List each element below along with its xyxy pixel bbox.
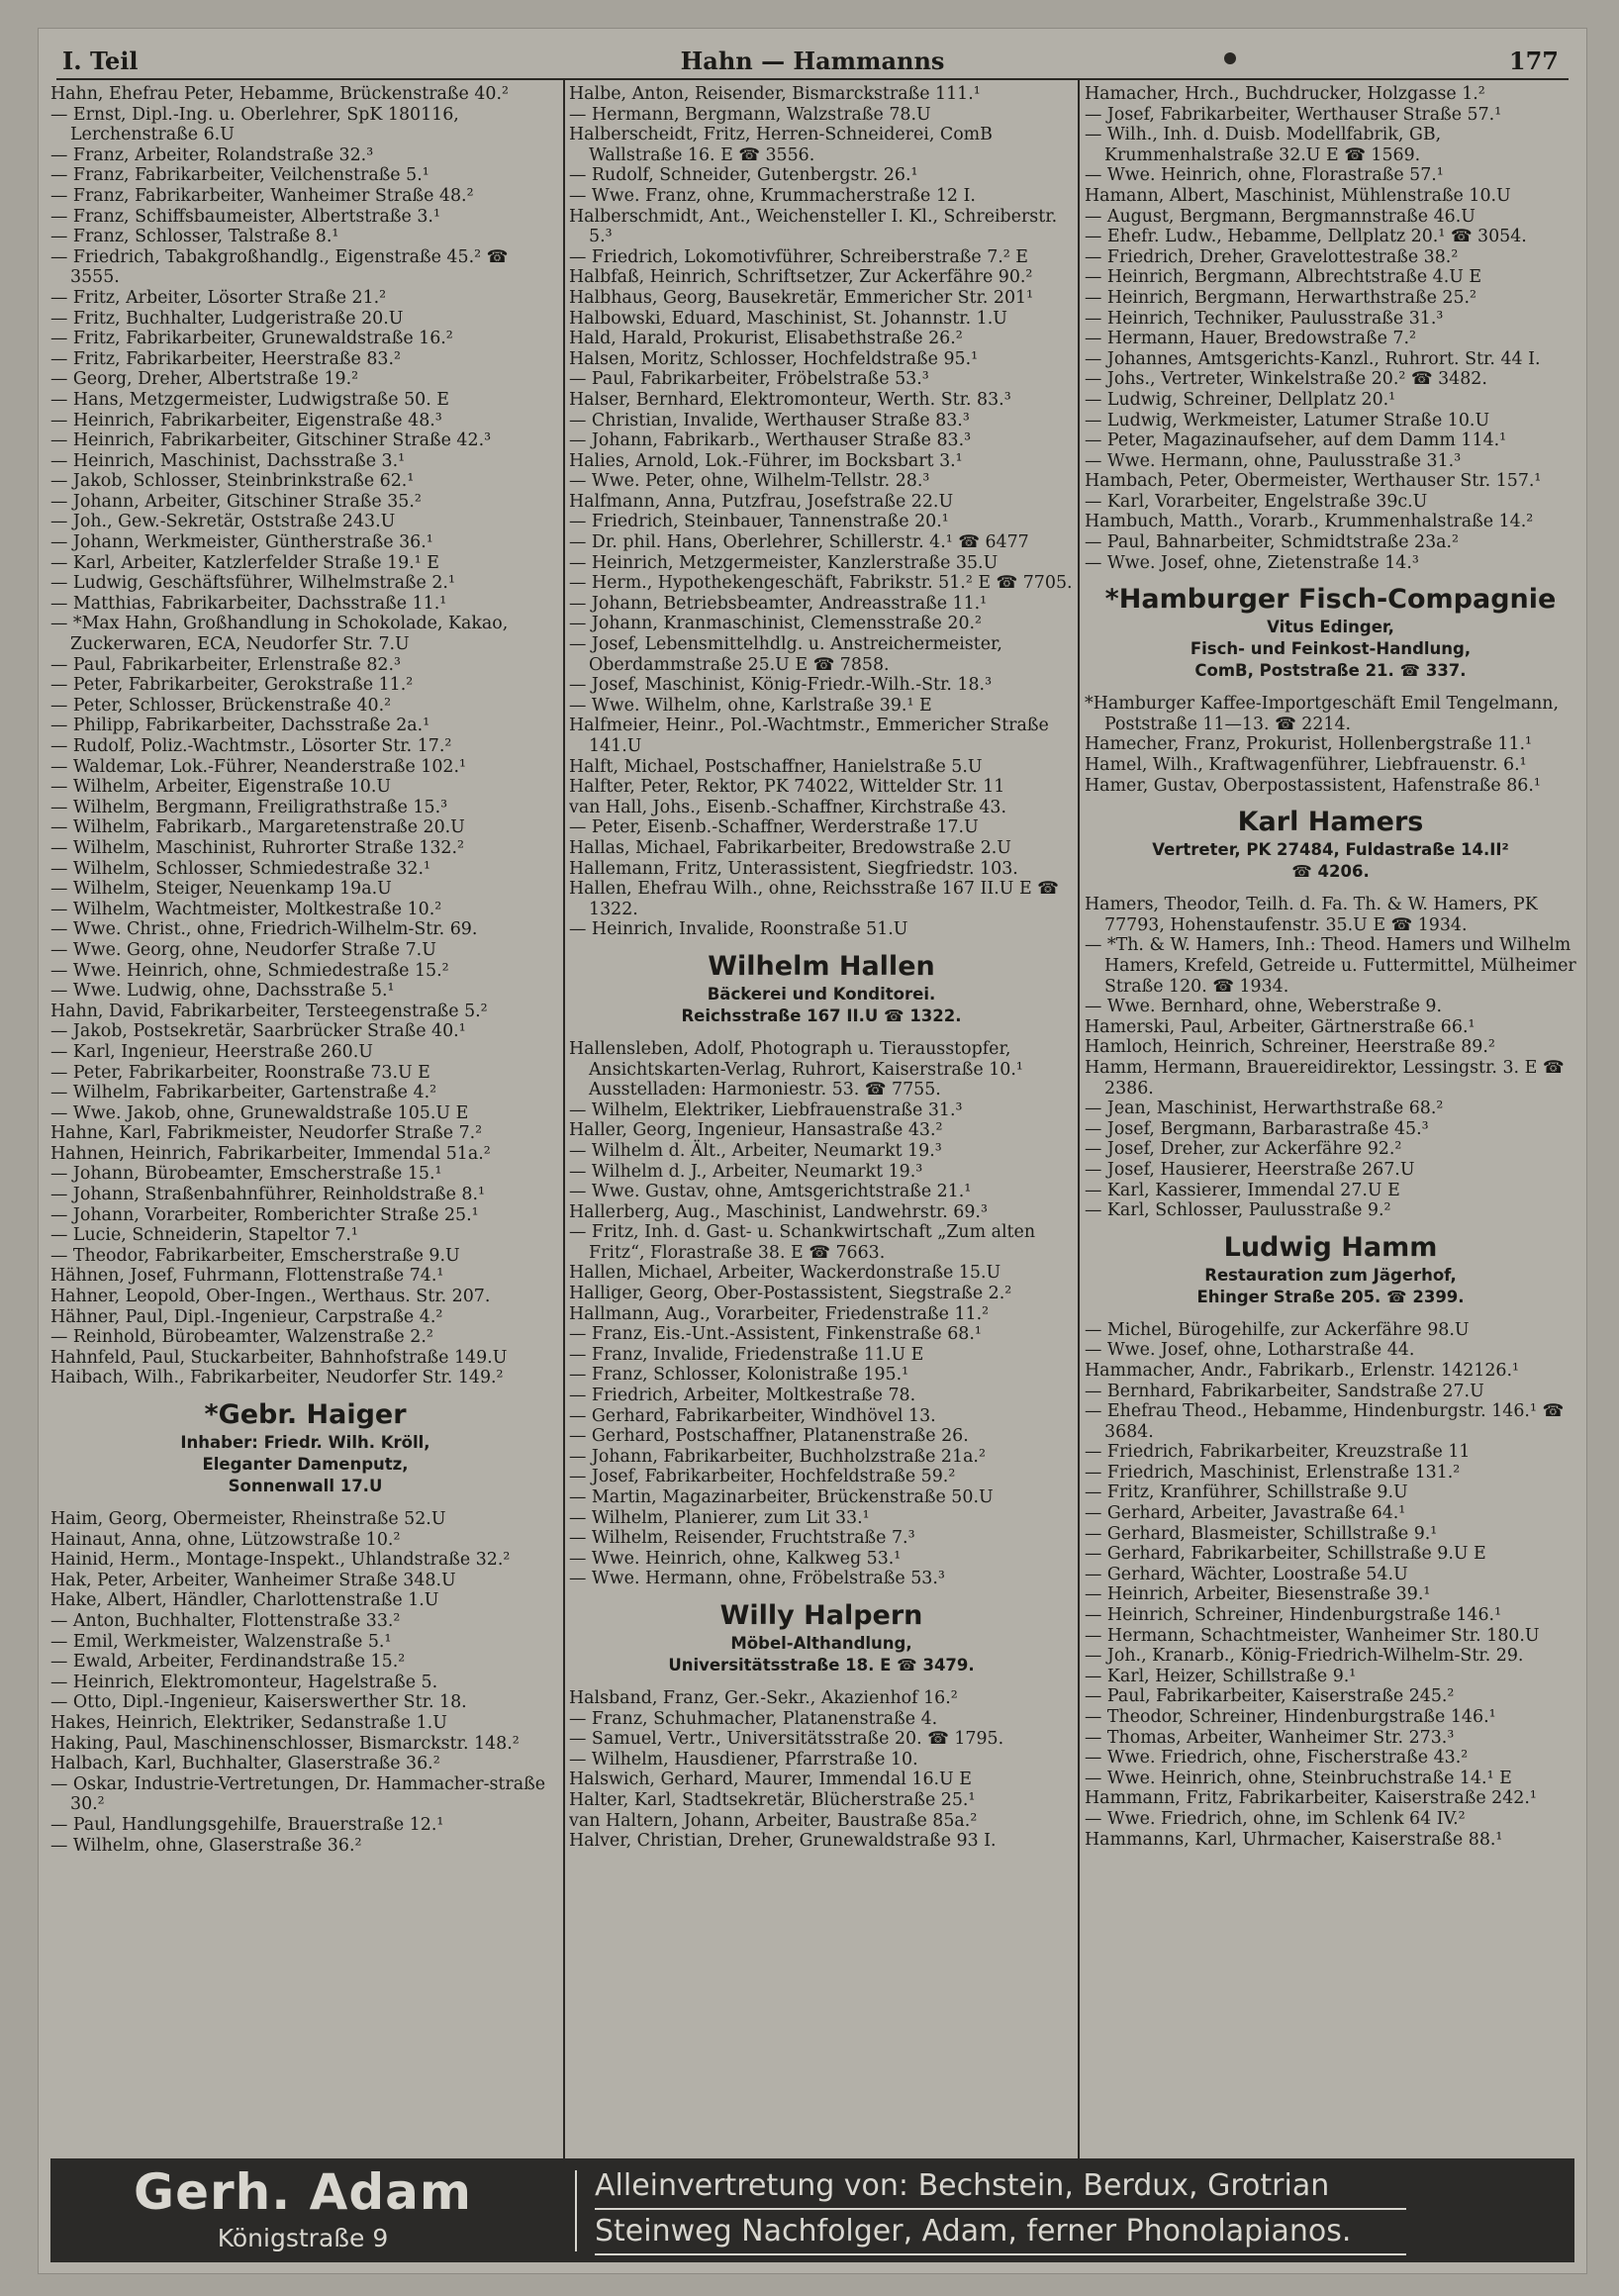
ad-line: Eleganter Damenputz, — [202, 1455, 409, 1474]
banner-line-1: Alleinvertretung von: Bechstein, Berdux, Grotrian — [595, 2164, 1406, 2210]
directory-entry: — Karl, Schlosser, Paulusstraße 9.² — [1085, 1200, 1391, 1221]
directory-entry: Halfmann, Anna, Putzfrau, Josefstraße 22.U — [569, 491, 954, 512]
banner-text — [595, 2164, 1565, 2255]
directory-entry: — Philipp, Fabrikarbeiter, Dachsstraße 2a.¹ — [50, 716, 430, 736]
ad-line: Reichsstraße 167 II.U ☎ 1322. — [681, 1005, 962, 1025]
directory-entry: — Fritz, Buchhalter, Ludgeristraße 20.U — [50, 308, 404, 329]
directory-entry: Hahnfeld, Paul, Stuckarbeiter, Bahnhofstraße 149.U — [50, 1347, 508, 1368]
directory-entry: — Ludwig, Geschäftsführer, Wilhelmstraße 2.¹ — [50, 573, 455, 594]
directory-entry: — Georg, Dreher, Albertstraße 19.² — [50, 369, 359, 390]
directory-entry: — Friedrich, Fabrikarbeiter, Kreuzstraße 11 — [1085, 1442, 1471, 1463]
entry-list — [569, 84, 1074, 940]
directory-entry: — Wwe. Christ., ohne, Friedrich-Wilhelm-Str. 69. — [50, 919, 478, 940]
directory-entry: — Heinrich, Bergmann, Albrechtstraße 4.U E — [1085, 267, 1482, 288]
entry-list — [1085, 895, 1576, 1221]
column-1 — [50, 84, 560, 2158]
directory-entry: — Wwe. Heinrich, ohne, Florastraße 57.¹ — [1085, 165, 1444, 186]
column-3 — [1085, 84, 1576, 2158]
directory-entry: Hamacher, Hrch., Buchdrucker, Holzgasse 1.² — [1085, 84, 1485, 104]
directory-entry: — Friedrich, Tabakgroßhandlg., Eigenstraße 45.² ☎ 3555. — [50, 246, 509, 288]
directory-entry: Halser, Bernhard, Elektromonteur, Werth. Str. 83.³ — [569, 389, 1011, 410]
directory-entry: Hald, Harald, Prokurist, Elisabethstraße 26.² — [569, 329, 963, 349]
entry-list — [50, 84, 560, 1388]
directory-entry: — Heinrich, Fabrikarbeiter, Eigenstraße 48.³ — [50, 410, 442, 430]
directory-entry: — Michel, Bürogehilfe, zur Ackerfähre 98.U — [1085, 1319, 1470, 1340]
directory-entry: — Josef, Bergmann, Barbarastraße 45.³ — [1085, 1118, 1429, 1139]
advertisement-banner — [50, 2158, 1574, 2262]
directory-entry: — Wilhelm, Planierer, zum Lit 33.¹ — [569, 1507, 870, 1528]
ad-line: Fisch- und Feinkost-Handlung, — [1190, 639, 1472, 659]
directory-entry: Halberscheidt, Fritz, Herren-Schneiderei, ComB Wallstraße 16. E ☎ 3556. — [569, 125, 993, 165]
directory-entry: — Heinrich, Maschinist, Dachsstraße 3.¹ — [50, 450, 406, 471]
directory-entry: — Karl, Vorarbeiter, Engelstraße 39c.U — [1085, 491, 1428, 512]
entry-list — [1085, 84, 1576, 573]
directory-entry: — Gerhard, Blasmeister, Schillstraße 9.¹ — [1085, 1523, 1438, 1544]
directory-entry: — Johann, Straßenbahnführer, Reinholdstraße 8.¹ — [50, 1185, 485, 1205]
directory-entry: — Josef, Dreher, zur Ackerfähre 92.² — [1085, 1139, 1402, 1160]
directory-entry: — Franz, Schlosser, Talstraße 8.¹ — [50, 227, 339, 247]
directory-entry: — Fritz, Kranführer, Schillstraße 9.U — [1085, 1483, 1408, 1503]
directory-entry: Hamecher, Franz, Prokurist, Hollenbergstraße 11.¹ — [1085, 734, 1533, 755]
directory-entry: — Fritz, Inh. d. Gast- u. Schankwirtschaft „Zum alten Fritz“, Florastraße 38. E ☎ 7663. — [569, 1222, 1036, 1263]
column-2 — [569, 84, 1074, 2158]
directory-entry: — Wwe. Bernhard, ohne, Weberstraße 9. — [1085, 997, 1443, 1017]
directory-entry: Halbe, Anton, Reisender, Bismarckstraße 111.¹ — [569, 84, 981, 104]
directory-entry: Hahner, Leopold, Ober-Ingen., Werthaus. Str. 207. — [50, 1287, 491, 1307]
directory-entry: — Hermann, Bergmann, Walzstraße 78.U — [569, 104, 931, 125]
directory-entry: Hamloch, Heinrich, Schreiner, Heerstraße 89.² — [1085, 1037, 1495, 1058]
directory-entry: Halies, Arnold, Lok.-Führer, im Bocksbart 3.¹ — [569, 450, 963, 471]
directory-entry: — Wwe. Franz, ohne, Krummacherstraße 12 I. — [569, 185, 976, 206]
directory-entry: — Christian, Invalide, Werthauser Straße 83.³ — [569, 410, 970, 430]
directory-entry: Halberschmidt, Ant., Weichensteller I. Kl., Schreiberstr. 5.³ — [569, 206, 1058, 247]
directory-entry: Halfter, Peter, Rektor, PK 74022, Wittelder Str. 11 — [569, 777, 1005, 798]
directory-entry: Hainaut, Anna, ohne, Lützowstraße 10.² — [50, 1529, 401, 1550]
directory-entry: — Jean, Maschinist, Herwarthstraße 68.² — [1085, 1099, 1444, 1119]
directory-entry: — Wwe. Peter, ohne, Wilhelm-Tellstr. 28.³ — [569, 471, 930, 492]
directory-entry: — Franz, Invalide, Friedenstraße 11.U E — [569, 1344, 924, 1365]
directory-entry: — Hermann, Hauer, Bredowstraße 7.² — [1085, 329, 1416, 349]
directory-entry: — *Th. & W. Hamers, Inh.: Theod. Hamers und Wilhelm Hamers, Krefeld, Getreide u. Futtermittel, Mülheimer Straße 120. ☎ 1934. — [1085, 935, 1576, 997]
directory-entry: — Waldemar, Lok.-Führer, Neanderstraße 102.¹ — [50, 756, 466, 777]
directory-entry: Halbfaß, Heinrich, Schriftsetzer, Zur Ackerfähre 90.² — [569, 267, 1033, 288]
directory-entry: — Friedrich, Dreher, Gravelottestraße 38.² — [1085, 246, 1459, 267]
banner-divider — [575, 2170, 577, 2251]
directory-entry: — Paul, Handlungsgehilfe, Brauerstraße 12.¹ — [50, 1814, 444, 1835]
directory-entry: — Ewald, Arbeiter, Ferdinandstraße 15.² — [50, 1652, 406, 1673]
directory-entry: — Samuel, Vertr., Universitätsstraße 20. ☎ 1795. — [569, 1729, 1004, 1750]
directory-entry: — Wilhelm, Steiger, Neuenkamp 19a.U — [50, 879, 392, 900]
directory-entry: — Franz, Schlosser, Kolonistraße 195.¹ — [569, 1365, 909, 1386]
directory-entry: Hamerski, Paul, Arbeiter, Gärtnerstraße 66.¹ — [1085, 1016, 1476, 1037]
directory-entry: — Oskar, Industrie-Vertretungen, Dr. Hammacher-straße 30.² — [50, 1773, 545, 1815]
ad-willy-halpern — [569, 1599, 1074, 1676]
directory-entry: — August, Bergmann, Bergmannstraße 46.U — [1085, 206, 1476, 227]
directory-entry: — Wwe. Hermann, ohne, Paulusstraße 31.³ — [1085, 450, 1462, 471]
directory-entry: Hake, Albert, Händler, Charlottenstraße 1.U — [50, 1590, 439, 1611]
directory-entry: — Karl, Kassierer, Immendal 27.U E — [1085, 1180, 1400, 1200]
directory-entry: Hallmann, Aug., Vorarbeiter, Friedenstraße 11.² — [569, 1303, 990, 1324]
ad-line: Inhaber: Friedr. Wilh. Kröll, — [180, 1433, 430, 1452]
directory-entry: — Anton, Buchhalter, Flottenstraße 33.² — [50, 1610, 401, 1631]
ad-title: Willy Halpern — [719, 1599, 923, 1631]
directory-entry: Hallemann, Fritz, Unterassistent, Siegfriedstr. 103. — [569, 858, 1018, 879]
directory-entry: — Gerhard, Postschaffner, Platanenstraße 26. — [569, 1426, 969, 1447]
ad-title: *Gebr. Haiger — [204, 1399, 407, 1430]
directory-entry: — Fritz, Arbeiter, Lösorter Straße 21.² — [50, 287, 387, 308]
banner-name: Gerh. Adam — [134, 2163, 472, 2221]
directory-entry: — Heinrich, Bergmann, Herwarthstraße 25.² — [1085, 287, 1477, 308]
directory-entry: — Ehefrau Theod., Hebamme, Hindenburgstr. 146.¹ ☎ 3684. — [1085, 1401, 1565, 1442]
ad-title: *Hamburger Fisch-Compagnie — [1104, 584, 1557, 616]
directory-entry: — Johann, Fabrikarbeiter, Buchholzstraße 21a.² — [569, 1446, 986, 1467]
directory-entry: van Haltern, Johann, Arbeiter, Baustraße 85a.² — [569, 1810, 978, 1831]
directory-entry: Halbowski, Eduard, Maschinist, St. Johannstr. 1.U — [569, 308, 1007, 329]
directory-entry: — Gerhard, Fabrikarbeiter, Windhövel 13. — [569, 1405, 936, 1426]
directory-entry: Hainid, Herm., Montage-Inspekt., Uhlandstraße 32.² — [50, 1550, 511, 1571]
directory-entry: Hahn, Ehefrau Peter, Hebamme, Brückenstraße 40.² — [50, 84, 509, 104]
directory-entry: — Wwe. Friedrich, ohne, im Schlenk 64 IV.² — [1085, 1808, 1466, 1829]
ad-title: Karl Hamers — [1237, 807, 1424, 838]
directory-entry: *Hamburger Kaffee-Importgeschäft Emil Tengelmann, Poststraße 11—13. ☎ 2214. — [1085, 694, 1560, 734]
directory-entry: — Wilhelm, Maschinist, Ruhrorter Straße 132.² — [50, 837, 464, 858]
directory-entry: — Franz, Fabrikarbeiter, Wanheimer Straße 48.² — [50, 185, 474, 206]
directory-entry: Hammanns, Karl, Uhrmacher, Kaiserstraße 88.¹ — [1085, 1829, 1503, 1850]
directory-entry: Hallas, Michael, Fabrikarbeiter, Bredowstraße 2.U — [569, 837, 1011, 858]
directory-entry: — Josef, Maschinist, König-Friedr.-Wilh.-Str. 18.³ — [569, 675, 993, 696]
directory-entry: — Wwe. Wilhelm, ohne, Karlstraße 39.¹ E — [569, 695, 932, 716]
directory-entry: Hahne, Karl, Fabrikmeister, Neudorfer Straße 7.² — [50, 1123, 483, 1144]
directory-entry: — Ludwig, Schreiner, Dellplatz 20.¹ — [1085, 389, 1396, 410]
directory-entry: — Johann, Werkmeister, Güntherstraße 36.¹ — [50, 532, 433, 553]
directory-entry: — Heinrich, Techniker, Paulusstraße 31.³ — [1085, 308, 1444, 329]
directory-entry: — Matthias, Fabrikarbeiter, Dachsstraße 11.¹ — [50, 593, 447, 614]
directory-entry: Hahn, David, Fabrikarbeiter, Tersteegenstraße 5.² — [50, 1001, 488, 1021]
directory-entry: Halver, Christian, Dreher, Grunewaldstraße 93 I. — [569, 1831, 997, 1852]
directory-entry: Hamel, Wilh., Kraftwagenführer, Liebfrauenstr. 6.¹ — [1085, 755, 1527, 776]
directory-entry: — Friedrich, Maschinist, Erlenstraße 131.² — [1085, 1462, 1461, 1483]
directory-entry: Hamann, Albert, Maschinist, Mühlenstraße 10.U — [1085, 185, 1511, 206]
entry-list — [569, 1039, 1074, 1589]
ad-gebr-haiger — [50, 1398, 560, 1497]
directory-entry: Hähner, Paul, Dipl.-Ingenieur, Carpstraße 4.² — [50, 1306, 443, 1327]
directory-entry: — Wwe. Josef, ohne, Zietenstraße 14.³ — [1085, 552, 1419, 573]
directory-entry: Hamer, Gustav, Oberpostassistent, Hafenstraße 86.¹ — [1085, 775, 1541, 796]
directory-entry: — Theodor, Fabrikarbeiter, Emscherstraße 9.U — [50, 1245, 460, 1266]
ad-line: ☎ 4206. — [1291, 862, 1370, 882]
directory-entry: — Theodor, Schreiner, Hindenburgstraße 146.¹ — [1085, 1707, 1496, 1727]
directory-entry: — Wilhelm, Elektriker, Liebfrauenstraße 31.³ — [569, 1100, 963, 1120]
directory-entry: — Hermann, Schachtmeister, Wanheimer Str. 180.U — [1085, 1625, 1540, 1646]
directory-entry: — Ernst, Dipl.-Ing. u. Oberlehrer, SpK 180116, Lerchenstraße 6.U — [50, 104, 459, 145]
directory-entry: — Heinrich, Metzgermeister, Kanzlerstraße 35.U — [569, 552, 999, 573]
directory-entry: — Ehefr. Ludw., Hebamme, Dellplatz 20.¹ ☎ 3054. — [1085, 227, 1527, 247]
directory-entry: — Wilhelm d. J., Arbeiter, Neumarkt 19.³ — [569, 1161, 923, 1182]
directory-entry: — Friedrich, Steinbauer, Tannenstraße 20.¹ — [569, 512, 949, 532]
directory-entry: — Heinrich, Schreiner, Hindenburgstraße 146.¹ — [1085, 1605, 1502, 1626]
directory-entry: — Johann, Fabrikarb., Werthauser Straße 83.³ — [569, 430, 972, 451]
directory-entry: — Wilhelm, Hausdiener, Pfarrstraße 10. — [569, 1749, 918, 1770]
directory-entry: — Friedrich, Arbeiter, Moltkestraße 78. — [569, 1386, 916, 1406]
directory-entry: — Wilhelm, Reisender, Fruchtstraße 7.³ — [569, 1528, 915, 1549]
directory-entry: Halsen, Moritz, Schlosser, Hochfeldstraße 95.¹ — [569, 348, 979, 369]
header-range: Hahn — Hammanns — [680, 47, 945, 75]
directory-entry: — Wwe. Friedrich, ohne, Fischerstraße 43.² — [1085, 1748, 1469, 1769]
directory-entry: — Johann, Vorarbeiter, Romberichter Straße 25.¹ — [50, 1204, 479, 1225]
directory-entry: — Ludwig, Werkmeister, Latumer Straße 10.U — [1085, 410, 1490, 430]
banner-brand — [50, 2158, 555, 2262]
directory-entry: — Paul, Fabrikarbeiter, Erlenstraße 82.³ — [50, 654, 401, 675]
ad-wilhelm-hallen — [569, 950, 1074, 1027]
directory-entry: — Franz, Schuhmacher, Platanenstraße 4. — [569, 1708, 938, 1729]
directory-entry: — Franz, Fabrikarbeiter, Veilchenstraße 5.¹ — [50, 165, 429, 186]
directory-entry: — Johann, Arbeiter, Gitschiner Straße 35.² — [50, 491, 422, 512]
directory-entry: Hallensleben, Adolf, Photograph u. Tierausstopfer, Ansichtskarten-Verlag, Ruhrort, Kaiserstraße 10.¹ Ausstelladen: Harmoniestr. 53. ☎ 7755. — [569, 1038, 1023, 1100]
directory-entry: — Franz, Arbeiter, Rolandstraße 32.³ — [50, 144, 374, 165]
directory-entry: — Herm., Hypothekengeschäft, Fabrikstr. 51.² E ☎ 7705. — [569, 573, 1073, 594]
ad-hamburger-fisch — [1085, 583, 1576, 682]
directory-entry: — Wwe. Heinrich, ohne, Steinbruchstraße 14.¹ E — [1085, 1768, 1512, 1788]
ad-title: Ludwig Hamm — [1223, 1231, 1438, 1263]
directory-entry: Halswich, Gerhard, Maurer, Immendal 16.U E — [569, 1770, 972, 1790]
directory-entry: — Gerhard, Arbeiter, Javastraße 64.¹ — [1085, 1503, 1406, 1524]
directory-entry: — Johann, Bürobeamter, Emscherstraße 15.¹ — [50, 1164, 442, 1185]
directory-entry: Hallen, Ehefrau Wilh., ohne, Reichsstraße 167 II.U E ☎ 1322. — [569, 879, 1059, 919]
directory-entry: — Johs., Vertreter, Winkelstraße 20.² ☎ 3482. — [1085, 369, 1487, 390]
directory-entry: — Wwe. Jakob, ohne, Grunewaldstraße 105.U E — [50, 1102, 469, 1123]
directory-entry: — Wilhelm, ohne, Glaserstraße 36.² — [50, 1835, 362, 1856]
directory-entry: Halbach, Karl, Buchhalter, Glaserstraße 36.² — [50, 1754, 440, 1774]
directory-entry: — Karl, Heizer, Schillstraße 9.¹ — [1085, 1666, 1357, 1686]
directory-entry: Hambuch, Matth., Vorarb., Krummenhalstraße 14.² — [1085, 512, 1534, 532]
ad-line: ComB, Poststraße 21. ☎ 337. — [1194, 661, 1467, 681]
directory-entry: Haking, Paul, Maschinenschlosser, Bismarckstr. 148.² — [50, 1733, 520, 1754]
directory-entry: — Wwe. Heinrich, ohne, Kalkweg 53.¹ — [569, 1548, 902, 1569]
directory-entry: Halft, Michael, Postschaffner, Hanielstraße 5.U — [569, 756, 983, 777]
directory-entry: — Paul, Fabrikarbeiter, Kaiserstraße 245.² — [1085, 1686, 1455, 1707]
directory-entry: — Jakob, Schlosser, Steinbrinkstraße 62.¹ — [50, 471, 415, 492]
ad-title: Wilhelm Hallen — [708, 950, 935, 982]
column-divider — [563, 80, 565, 2158]
directory-entry: — Wwe. Josef, ohne, Lotharstraße 44. — [1085, 1340, 1415, 1361]
directory-entry: — Heinrich, Invalide, Roonstraße 51.U — [569, 919, 908, 940]
directory-entry: — Rudolf, Poliz.-Wachtmstr., Lösorter Str. 17.² — [50, 736, 452, 756]
directory-entry: — Joh., Gew.-Sekretär, Oststraße 243.U — [50, 512, 396, 532]
directory-entry: — Peter, Fabrikarbeiter, Gerokstraße 11.² — [50, 675, 414, 696]
directory-entry: Haim, Georg, Obermeister, Rheinstraße 52.U — [50, 1509, 446, 1529]
ad-ludwig-hamm — [1085, 1231, 1576, 1308]
directory-entry: — Emil, Werkmeister, Walzenstraße 5.¹ — [50, 1631, 392, 1652]
directory-entry: — Wwe. Ludwig, ohne, Dachsstraße 5.¹ — [50, 981, 395, 1002]
directory-entry: Hakes, Heinrich, Elektriker, Sedanstraße 1.U — [50, 1712, 447, 1733]
directory-entry: Hammacher, Andr., Fabrikarb., Erlenstr. 142126.¹ — [1085, 1360, 1519, 1381]
ad-line: Universitätsstraße 18. E ☎ 3479. — [668, 1655, 975, 1674]
directory-entry: — Wilhelm, Bergmann, Freiligrathstraße 15.³ — [50, 797, 448, 817]
directory-page — [38, 28, 1587, 2274]
header-section: I. Teil — [62, 47, 139, 75]
directory-entry: — Wilhelm, Arbeiter, Eigenstraße 10.U — [50, 777, 392, 798]
directory-entry: — Wwe. Hermann, ohne, Fröbelstraße 53.³ — [569, 1569, 945, 1589]
page-number: 177 — [1508, 47, 1559, 75]
directory-entry: — Johann, Kranmaschinist, Clemensstraße 20.² — [569, 614, 983, 634]
directory-entry: — Peter, Schlosser, Brückenstraße 40.² — [50, 695, 392, 716]
directory-entry: — Jakob, Postsekretär, Saarbrücker Straße 40.¹ — [50, 1021, 466, 1042]
directory-entry: Halliger, Georg, Ober-Postassistent, Siegstraße 2.² — [569, 1284, 1012, 1304]
column-divider — [1078, 80, 1080, 2158]
page-header — [56, 39, 1569, 80]
directory-entry: — Wwe. Heinrich, ohne, Schmiedestraße 15.² — [50, 960, 449, 981]
directory-entry: Hamm, Hermann, Brauereidirektor, Lessingstr. 3. E ☎ 2386. — [1085, 1057, 1565, 1099]
directory-entry: — Wilhelm, Fabrikarbeiter, Gartenstraße 4.² — [50, 1083, 437, 1103]
ad-line: Sonnenwall 17.U — [228, 1477, 383, 1495]
ad-karl-hamers — [1085, 806, 1576, 883]
directory-entry: Halter, Karl, Stadtsekretär, Blücherstraße 25.¹ — [569, 1789, 976, 1810]
ad-line: Bäckerei und Konditorei. — [707, 984, 936, 1004]
directory-entry: — Josef, Hausierer, Heerstraße 267.U — [1085, 1159, 1415, 1180]
directory-entry: — Hans, Metzgermeister, Ludwigstraße 50. E — [50, 389, 449, 410]
entry-list — [1085, 694, 1576, 796]
directory-entry: Hak, Peter, Arbeiter, Wanheimer Straße 348.U — [50, 1570, 456, 1590]
directory-entry: — Paul, Bahnarbeiter, Schmidtstraße 23a.² — [1085, 532, 1460, 553]
directory-entry: — Josef, Fabrikarbeiter, Werthauser Straße 57.¹ — [1085, 104, 1502, 125]
ad-line: Restauration zum Jägerhof, — [1204, 1265, 1457, 1285]
directory-entry: — Joh., Kranarb., König-Friedrich-Wilhelm-Str. 29. — [1085, 1646, 1524, 1667]
directory-entry: Haibach, Wilh., Fabrikarbeiter, Neudorfer Str. 149.² — [50, 1368, 504, 1388]
directory-entry: van Hall, Johs., Eisenb.-Schaffner, Kirchstraße 43. — [569, 797, 1007, 817]
directory-entry: — Dr. phil. Hans, Oberlehrer, Schillerstr. 4.¹ ☎ 6477 — [569, 532, 1029, 553]
directory-entry: — Wilh., Inh. d. Duisb. Modellfabrik, GB, Krummenhalstraße 32.U E ☎ 1569. — [1085, 125, 1442, 165]
directory-entry: — Franz, Schiffsbaumeister, Albertstraße 3.¹ — [50, 206, 440, 227]
directory-entry: Hahnen, Heinrich, Fabrikarbeiter, Immendal 51a.² — [50, 1143, 491, 1164]
directory-entry: — Wilhelm, Fabrikarb., Margaretenstraße 20.U — [50, 817, 465, 838]
directory-entry: — Martin, Magazinarbeiter, Brückenstraße 50.U — [569, 1487, 994, 1507]
directory-entry: — Heinrich, Fabrikarbeiter, Gitschiner Straße 42.³ — [50, 430, 492, 451]
directory-entry: — Johannes, Amtsgerichts-Kanzl., Ruhrort. Str. 44 I. — [1085, 348, 1541, 369]
ad-line: Möbel-Althandlung, — [730, 1633, 912, 1653]
directory-entry: — Wilhelm, Schlosser, Schmiedestraße 32.¹ — [50, 858, 430, 879]
directory-entry: — Karl, Arbeiter, Katzlerfelder Straße 19.¹ E — [50, 552, 439, 573]
directory-entry: Hähnen, Josef, Fuhrmann, Flottenstraße 74.¹ — [50, 1266, 444, 1287]
directory-entry: Hamers, Theodor, Teilh. d. Fa. Th. & W. Hamers, PK 77793, Hohenstaufenstr. 35.U E ☎ 1934. — [1085, 895, 1538, 935]
directory-entry: Haller, Georg, Ingenieur, Hansastraße 43.² — [569, 1120, 943, 1141]
banner-line-2: Steinweg Nachfolger, Adam, ferner Phonolapianos. — [595, 2210, 1406, 2255]
directory-entry: Halbhaus, Georg, Bausekretär, Emmericher Str. 201¹ — [569, 287, 1034, 308]
directory-entry: — Peter, Fabrikarbeiter, Roonstraße 73.U E — [50, 1062, 430, 1083]
directory-entry: — Johann, Betriebsbeamter, Andreasstraße 11.¹ — [569, 593, 988, 614]
entry-list — [50, 1509, 560, 1856]
directory-entry: Halsband, Franz, Ger.-Sekr., Akazienhof 16.² — [569, 1687, 958, 1708]
directory-entry: — Bernhard, Fabrikarbeiter, Sandstraße 27.U — [1085, 1381, 1484, 1401]
directory-entry: — Thomas, Arbeiter, Wanheimer Str. 273.³ — [1085, 1727, 1455, 1748]
ad-line: Ehinger Straße 205. ☎ 2399. — [1196, 1287, 1465, 1306]
directory-entry: Halfmeier, Heinr., Pol.-Wachtmstr., Emmericher Straße 141.U — [569, 716, 1049, 756]
directory-entry: — Gerhard, Wächter, Loostraße 54.U — [1085, 1564, 1408, 1584]
directory-entry: — Reinhold, Bürobeamter, Walzenstraße 2.² — [50, 1327, 433, 1348]
directory-entry: — Peter, Magazinaufseher, auf dem Damm 114.¹ — [1085, 430, 1507, 451]
directory-entry: — Wilhelm, Wachtmeister, Moltkestraße 10.² — [50, 899, 442, 919]
directory-entry: — Lucie, Schneiderin, Stapeltor 7.¹ — [50, 1225, 358, 1246]
directory-entry: — Friedrich, Lokomotivführer, Schreiberstraße 7.² E — [569, 246, 1028, 267]
directory-entry: Hallerberg, Aug., Maschinist, Landwehrstr. 69.³ — [569, 1201, 988, 1222]
directory-entry: — Wilhelm d. Ält., Arbeiter, Neumarkt 19.³ — [569, 1140, 942, 1161]
directory-entry: — Karl, Ingenieur, Heerstraße 260.U — [50, 1041, 373, 1062]
directory-entry: — Josef, Lebensmittelhdlg. u. Anstreichermeister, Oberdammstraße 25.U E ☎ 7858. — [569, 634, 1002, 675]
directory-entry: — Gerhard, Fabrikarbeiter, Schillstraße 9.U E — [1085, 1544, 1486, 1565]
ad-line: Vertreter, PK 27484, Fuldastraße 14.II² — [1152, 840, 1509, 860]
directory-entry: — Fritz, Fabrikarbeiter, Grunewaldstraße 16.² — [50, 329, 453, 349]
directory-entry: Hambach, Peter, Obermeister, Werthauser Str. 157.¹ — [1085, 471, 1542, 492]
banner-address: Königstraße 9 — [217, 2224, 389, 2252]
ad-line: Vitus Edinger, — [1267, 618, 1394, 637]
header-dot-icon — [1224, 52, 1236, 64]
directory-entry: Hallen, Michael, Arbeiter, Wackerdonstraße 15.U — [569, 1263, 1001, 1284]
directory-entry: — *Max Hahn, Großhandlung in Schokolade, Kakao, Zuckerwaren, ECA, Neudorfer Str. 7.U — [50, 614, 509, 655]
directory-entry: — Wwe. Georg, ohne, Neudorfer Straße 7.U — [50, 939, 436, 960]
directory-entry: — Franz, Eis.-Unt.-Assistent, Finkenstraße 68.¹ — [569, 1324, 982, 1345]
directory-entry: — Peter, Eisenb.-Schaffner, Werderstraße 17.U — [569, 817, 979, 838]
directory-entry: — Heinrich, Elektromonteur, Hagelstraße 5. — [50, 1672, 438, 1692]
directory-entry: — Wwe. Gustav, ohne, Amtsgerichtstraße 21.¹ — [569, 1182, 972, 1202]
entry-list — [1085, 1320, 1576, 1850]
directory-entry: — Otto, Dipl.-Ingenieur, Kaiserswerther Str. 18. — [50, 1692, 467, 1713]
directory-entry: — Paul, Fabrikarbeiter, Fröbelstraße 53.³ — [569, 369, 929, 390]
directory-entry: — Fritz, Fabrikarbeiter, Heerstraße 83.² — [50, 348, 401, 369]
directory-entry: — Heinrich, Arbeiter, Biesenstraße 39.¹ — [1085, 1584, 1431, 1605]
entry-list — [569, 1688, 1074, 1852]
directory-entry: — Josef, Fabrikarbeiter, Hochfeldstraße 59.² — [569, 1467, 956, 1487]
directory-entry: Hammann, Fritz, Fabrikarbeiter, Kaiserstraße 242.¹ — [1085, 1788, 1537, 1809]
directory-entry: — Rudolf, Schneider, Gutenbergstr. 26.¹ — [569, 165, 918, 186]
